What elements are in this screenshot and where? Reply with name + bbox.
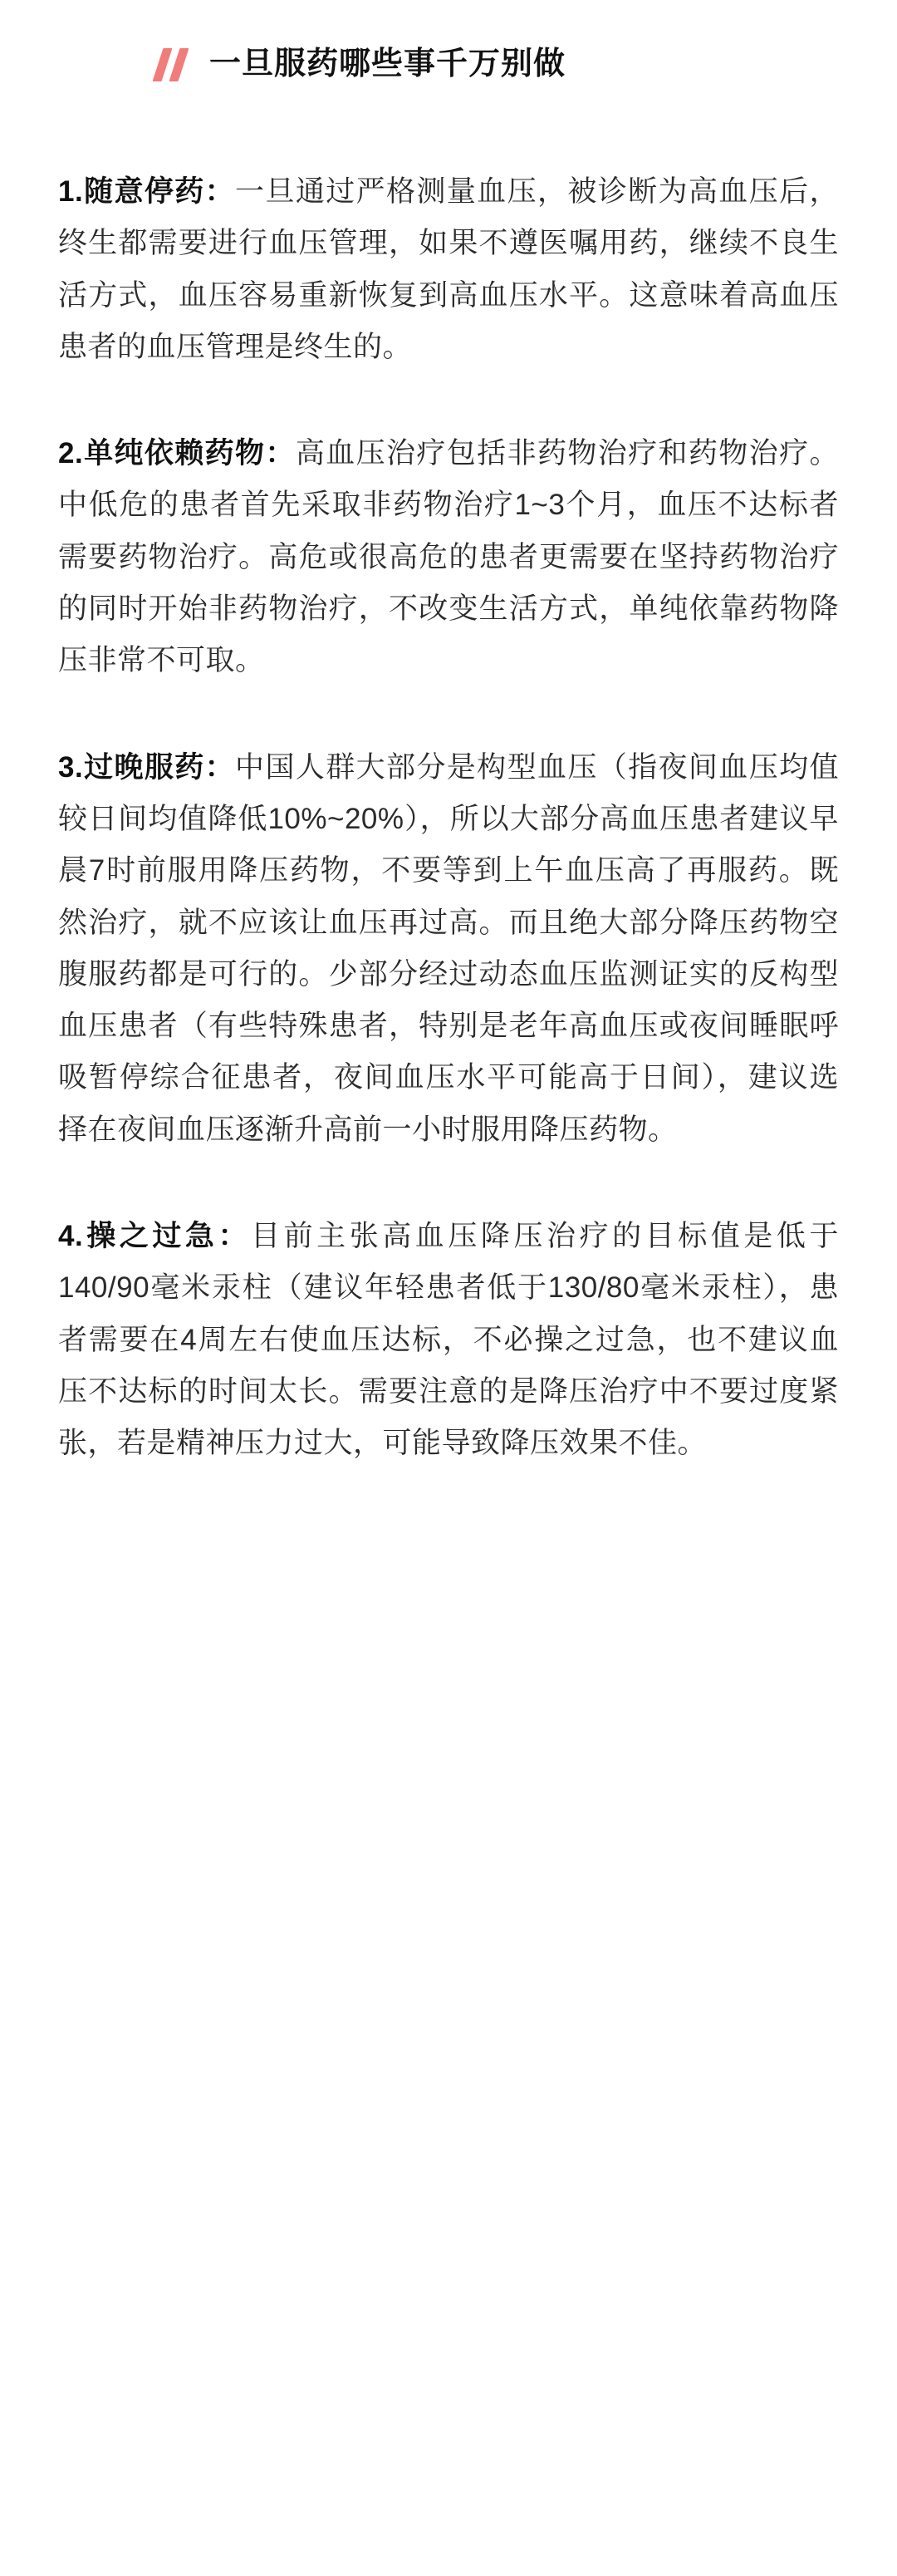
article-body [47, 166, 850, 1470]
paragraph-text: 一旦通过严格测量血压，被诊断为高血压后，终生都需要进行血压管理，如果不遵医嘱用药，继续不良生活方式，血压容易重新恢复到高血压水平。这意味着高血压患者的血压管理是终生的。 [58, 175, 839, 363]
paragraph [58, 166, 839, 373]
paragraph [58, 1211, 839, 1469]
article-header [47, 0, 850, 86]
paragraph-text: 高血压治疗包括非药物治疗和药物治疗。中低危的患者首先采取非药物治疗1~3个月，血压不达标者需要药物治疗。高危或很高危的患者更需要在坚持药物治疗的同时开始非药物治疗，不改变生活方式，单纯依靠药物降压非常不可取。 [58, 437, 839, 677]
paragraph-lead: 4.操之过急： [58, 1220, 252, 1253]
paragraph-text: 目前主张高血压降压治疗的目标值是低于140/90毫米汞柱（建议年轻患者低于130/80毫米汞柱），患者需要在4周左右使血压达标，不必操之过急，也不建议血压不达标的时间太长。需要注意的是降压治疗中不要过度紧张，若是精神压力过大，可能导致降压效果不佳。 [58, 1220, 839, 1460]
paragraph-text: 中国人群大部分是构型血压（指夜间血压均值较日间均值降低10%~20%），所以大部分高血压患者建议早晨7时前服用降压药物，不要等到上午血压高了再服药。既然治疗，就不应该让血压再过高。而且绝大部分降压药物空腹服药都是可行的。少部分经过动态血压监测证实的反构型血压患者（有些特殊患者，特别是老年高血压或夜间睡眠呼吸暂停综合征患者，夜间血压水平可能高于日间），建议选择在夜间血压逐渐升高前一小时服用降压药物。 [58, 750, 839, 1146]
paragraph [58, 742, 839, 1156]
double-slash-icon [150, 43, 198, 86]
paragraph-lead: 1.随意停药： [58, 175, 236, 208]
page-title: 一旦服药哪些事千万别做 [209, 47, 566, 82]
paragraph-lead: 2.单纯依赖药物： [58, 437, 296, 470]
paragraph [58, 428, 839, 686]
paragraph-lead: 3.过晚服药： [58, 750, 236, 784]
